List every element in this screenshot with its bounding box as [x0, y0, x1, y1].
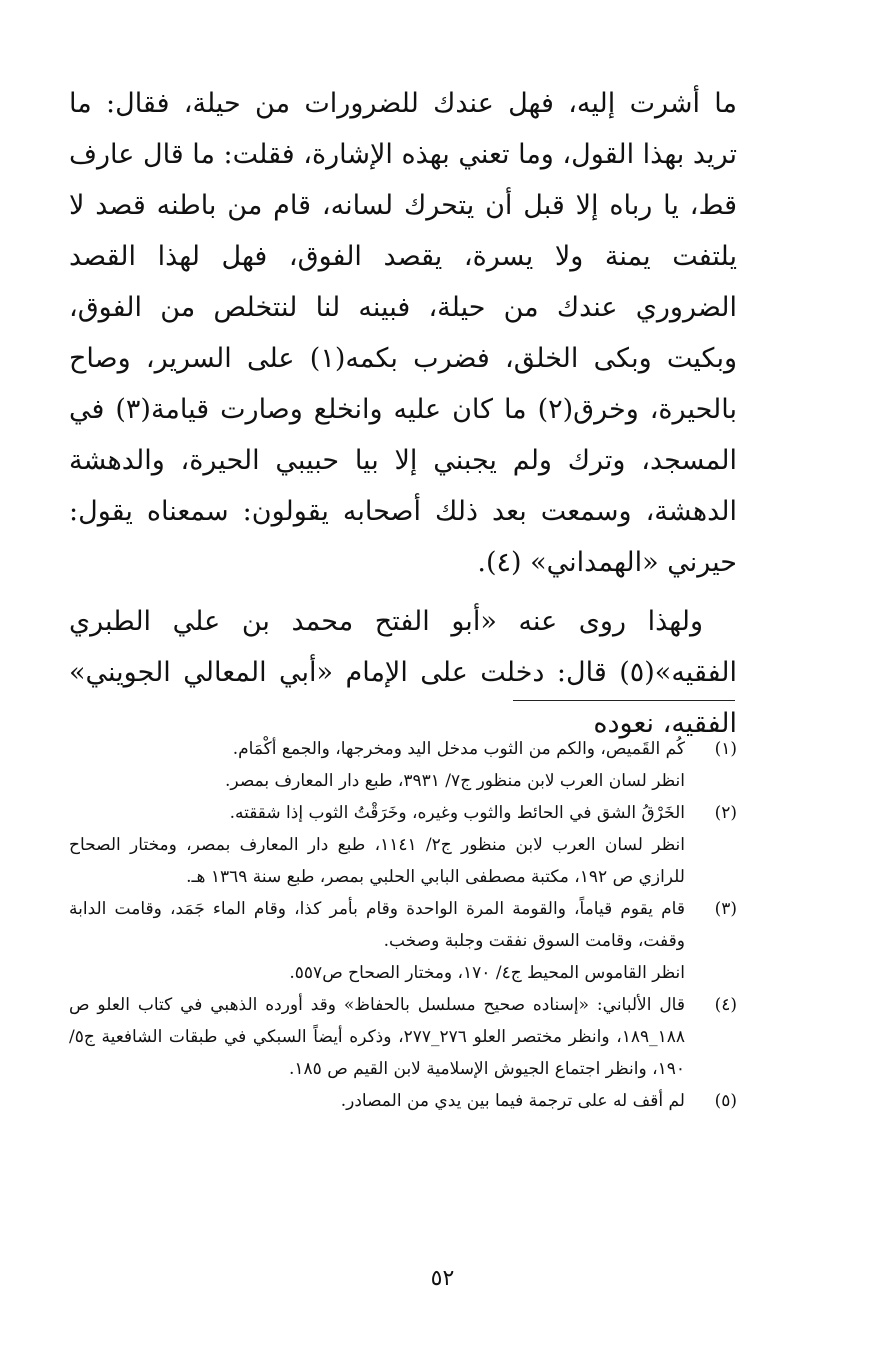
- footnote-number: (١): [714, 739, 737, 759]
- footnote-body: [69, 1085, 685, 1117]
- footnote-line: قال الألباني: «إسناده صحيح مسلسل بالحفاظ» وقد أورده الذهبي في كتاب العلو ص ١٨٨_١٨٩، وانظر مختصر العلو ٢٧٦_٢٧٧، وذكره أيضاً السبكي في طبقات الشافعية ج٥/ ١٩٠، وانظر اجتماع الجيوش الإسلامية لابن القيم ص ١٨٥.: [69, 995, 686, 1079]
- footnote-4: [69, 989, 737, 1085]
- footnote-line: قام يقوم قياماً، والقومة المرة الواحدة وقام بأمر كذا، وقام الماء جَمَد، وقامت الدابة وقفت، وقامت السوق نفقت وجلبة وصخب.: [69, 899, 685, 951]
- footnote-number: (٢): [714, 803, 737, 823]
- footnote-5: [69, 1085, 737, 1117]
- main-text: [69, 78, 737, 749]
- footnote-line: الخَرْقُ الشق في الحائط والثوب وغيره، وخَرَقْتُ الثوب إذا شققته.: [229, 803, 685, 823]
- footnote-line: انظر القاموس المحيط ج٤/ ١٧٠، ومختار الصحاح ص٥٥٧.: [289, 963, 685, 983]
- footnote-body: [69, 893, 685, 989]
- footnote-number: (٤): [714, 995, 737, 1015]
- footnote-body: [69, 989, 685, 1085]
- footnote-1: [69, 733, 737, 797]
- page-number: ٥٢: [430, 1266, 455, 1291]
- footnote-line: لم أقف له على ترجمة فيما بين يدي من المصادر.: [340, 1091, 685, 1111]
- footnote-line: انظر لسان العرب لابن منظور ج٧/ ٣٩٣١، طبع دار المعارف بمصر.: [225, 771, 685, 791]
- footnotes: [69, 733, 737, 1117]
- footnote-3: [69, 893, 737, 989]
- main-paragraph-1: ما أشرت إليه، فهل عندك للضرورات من حيلة، فقال: ما تريد بهذا القول، وما تعني بهذه الإشارة، فقلت: ما قال عارف قط، يا رباه إلا قبل أن يتحرك لسانه، قام من باطنه قصد لا يلتفت يمنة ولا يسرة، يقصد الفوق، فهل لهذا القصد الضروري عندك من حيلة، فبينه لنا لنتخلص من الفوق، وبكيت وبكى الخلق، فضرب بكمه(١) على السرير، وصاح بالحيرة، وخرق(٢) ما كان عليه وانخلع وصارت قيامة(٣) في المسجد، وترك ولم يجبني إلا بيا حبيبي الحيرة، والدهشة الدهشة، وسمعت بعد ذلك أصحابه يقولون: سمعناه يقول: حيرني «الهمداني» (٤).: [69, 88, 738, 578]
- footnote-body: [69, 797, 685, 893]
- footnote-divider: [513, 700, 735, 701]
- footnote-line: كُم القَميص، والكم من الثوب مدخل اليد ومخرجها، والجمع أكْمَام.: [232, 739, 685, 759]
- main-paragraph-2: ولهذا روى عنه «أبو الفتح محمد بن علي الطبري الفقيه»(٥) قال: دخلت على الإمام «أبي المعالي الجويني» الفقيه، نعوده: [69, 606, 737, 739]
- footnote-line: انظر لسان العرب لابن منظور ج٢/ ١١٤١، طبع دار المعارف بمصر، ومختار الصحاح للرازي ص ١٩٢، مكتبة مصطفى البابي الحلبي بمصر، طبع سنة ١٣٦٩ هـ.: [69, 835, 685, 887]
- footnote-body: [69, 733, 685, 797]
- footnote-number: (٣): [714, 899, 737, 919]
- footnote-2: [69, 797, 737, 893]
- footnote-number: (٥): [714, 1091, 737, 1111]
